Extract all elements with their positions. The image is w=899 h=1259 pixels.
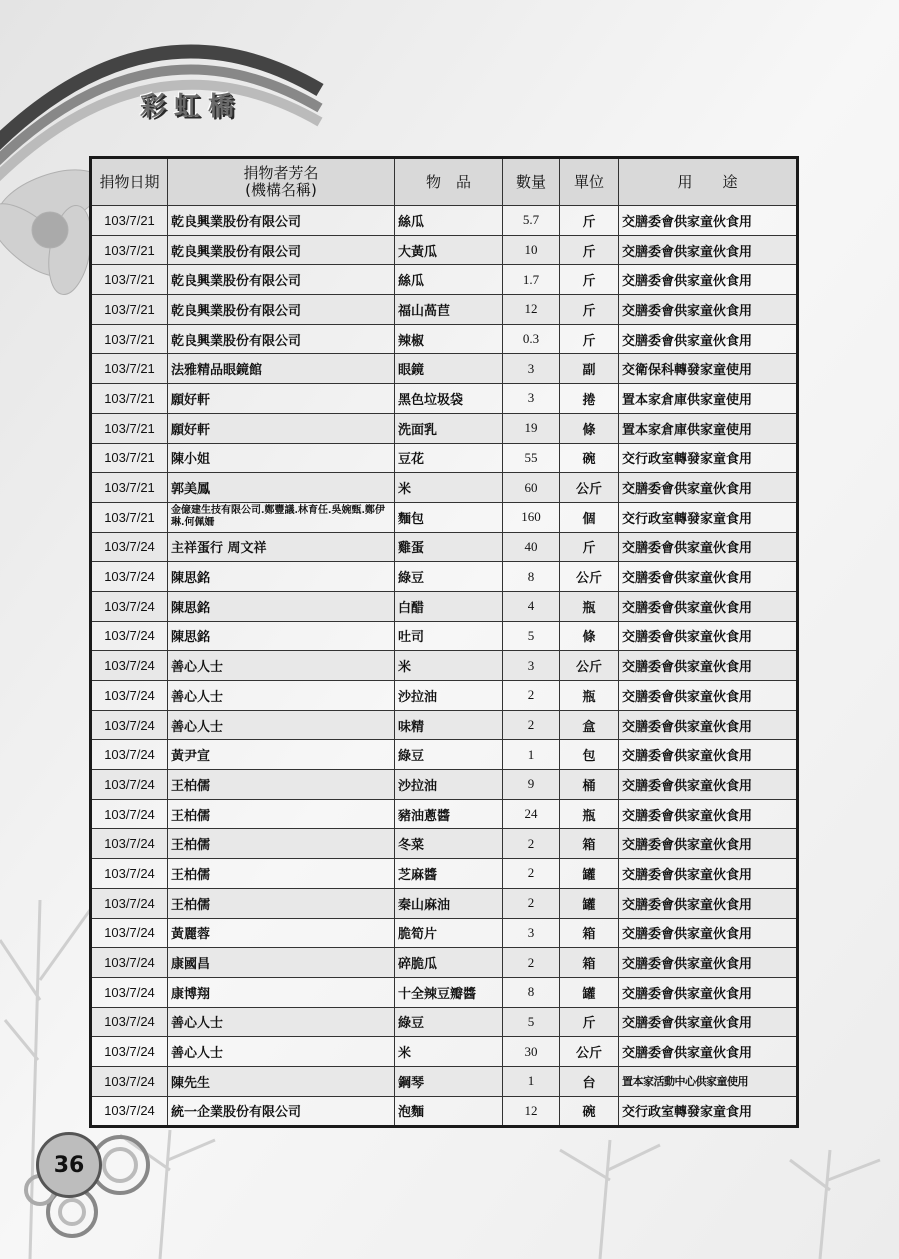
row-unit: 公斤 (560, 562, 619, 592)
row-item: 大黃瓜 (395, 235, 503, 265)
table-row (91, 829, 798, 859)
row-quantity: 3 (503, 354, 560, 384)
table-row (91, 740, 798, 770)
row-date: 103/7/24 (91, 621, 168, 651)
row-quantity: 160 (503, 502, 560, 532)
row-unit: 盒 (560, 710, 619, 740)
row-purpose: 交行政室轉發家童食用 (619, 1096, 798, 1127)
row-donor: 主祥蛋行 周文祥 (168, 532, 395, 562)
row-donor: 郭美鳳 (168, 473, 395, 503)
row-date: 103/7/24 (91, 859, 168, 889)
row-donor: 王柏儒 (168, 770, 395, 800)
row-purpose: 交膳委會供家童伙食用 (619, 1007, 798, 1037)
row-item: 泡麵 (395, 1096, 503, 1127)
header-donor: 捐物者芳名 (機構名稱) (168, 158, 395, 206)
row-donor: 乾良興業股份有限公司 (168, 295, 395, 325)
page-number: 36 (53, 1152, 85, 1178)
row-unit: 瓶 (560, 799, 619, 829)
row-unit: 公斤 (560, 1037, 619, 1067)
row-date: 103/7/21 (91, 295, 168, 325)
row-purpose: 交膳委會供家童伙食用 (619, 770, 798, 800)
row-date: 103/7/24 (91, 918, 168, 948)
row-quantity: 19 (503, 413, 560, 443)
table-row (91, 265, 798, 295)
row-donor: 陳思銘 (168, 591, 395, 621)
row-quantity: 1.7 (503, 265, 560, 295)
row-item: 冬菜 (395, 829, 503, 859)
row-unit: 斤 (560, 295, 619, 325)
row-quantity: 1 (503, 1066, 560, 1096)
row-date: 103/7/24 (91, 1096, 168, 1127)
row-date: 103/7/24 (91, 770, 168, 800)
row-donor: 王柏儒 (168, 799, 395, 829)
row-purpose: 交膳委會供家童伙食用 (619, 977, 798, 1007)
row-donor: 王柏儒 (168, 888, 395, 918)
table-row (91, 502, 798, 532)
row-purpose: 交膳委會供家童伙食用 (619, 740, 798, 770)
row-purpose: 交膳委會供家童伙食用 (619, 888, 798, 918)
row-purpose: 交膳委會供家童伙食用 (619, 265, 798, 295)
table-row (91, 206, 798, 236)
row-item: 吐司 (395, 621, 503, 651)
row-donor: 陳思銘 (168, 562, 395, 592)
row-unit: 條 (560, 621, 619, 651)
table-row (91, 651, 798, 681)
row-donor: 康博翔 (168, 977, 395, 1007)
row-unit: 副 (560, 354, 619, 384)
table-row (91, 473, 798, 503)
row-purpose: 交膳委會供家童伙食用 (619, 324, 798, 354)
row-date: 103/7/24 (91, 977, 168, 1007)
header-purpose: 用 途 (619, 158, 798, 206)
row-purpose: 交膳委會供家童伙食用 (619, 1037, 798, 1067)
row-date: 103/7/21 (91, 384, 168, 414)
table-row (91, 1037, 798, 1067)
row-item: 碎脆瓜 (395, 948, 503, 978)
header-quantity: 數量 (503, 158, 560, 206)
row-quantity: 30 (503, 1037, 560, 1067)
row-unit: 罐 (560, 888, 619, 918)
row-purpose: 交膳委會供家童伙食用 (619, 829, 798, 859)
row-unit: 斤 (560, 1007, 619, 1037)
row-item: 辣椒 (395, 324, 503, 354)
row-donor: 善心人士 (168, 1037, 395, 1067)
row-unit: 瓶 (560, 591, 619, 621)
row-purpose: 交膳委會供家童伙食用 (619, 948, 798, 978)
row-quantity: 5.7 (503, 206, 560, 236)
row-unit: 瓶 (560, 681, 619, 711)
row-quantity: 2 (503, 829, 560, 859)
row-date: 103/7/24 (91, 532, 168, 562)
table-row (91, 799, 798, 829)
row-quantity: 12 (503, 1096, 560, 1127)
row-item: 豬油蔥醬 (395, 799, 503, 829)
row-date: 103/7/24 (91, 948, 168, 978)
row-quantity: 8 (503, 562, 560, 592)
table-row (91, 710, 798, 740)
table-row (91, 977, 798, 1007)
row-date: 103/7/24 (91, 1066, 168, 1096)
row-quantity: 55 (503, 443, 560, 473)
row-date: 103/7/21 (91, 354, 168, 384)
row-unit: 斤 (560, 265, 619, 295)
row-purpose: 交衛保科轉發家童使用 (619, 354, 798, 384)
table-row (91, 859, 798, 889)
row-quantity: 5 (503, 621, 560, 651)
row-quantity: 2 (503, 859, 560, 889)
row-quantity: 9 (503, 770, 560, 800)
row-donor: 王柏儒 (168, 829, 395, 859)
row-purpose: 交膳委會供家童伙食用 (619, 206, 798, 236)
row-date: 103/7/21 (91, 413, 168, 443)
row-unit: 捲 (560, 384, 619, 414)
row-donor: 善心人士 (168, 710, 395, 740)
row-item: 沙拉油 (395, 770, 503, 800)
row-unit: 個 (560, 502, 619, 532)
row-donor: 黃尹宣 (168, 740, 395, 770)
table-row (91, 354, 798, 384)
row-date: 103/7/24 (91, 710, 168, 740)
row-unit: 公斤 (560, 473, 619, 503)
row-quantity: 2 (503, 888, 560, 918)
table-row (91, 888, 798, 918)
row-donor: 法雅精品眼鏡館 (168, 354, 395, 384)
row-unit: 碗 (560, 1096, 619, 1127)
row-purpose: 置本家倉庫供家童使用 (619, 384, 798, 414)
row-unit: 箱 (560, 829, 619, 859)
row-unit: 包 (560, 740, 619, 770)
table-row (91, 295, 798, 325)
row-item: 秦山麻油 (395, 888, 503, 918)
row-purpose: 交膳委會供家童伙食用 (619, 473, 798, 503)
row-purpose: 交膳委會供家童伙食用 (619, 799, 798, 829)
row-item: 芝麻醬 (395, 859, 503, 889)
row-donor: 願好軒 (168, 413, 395, 443)
row-item: 味精 (395, 710, 503, 740)
row-purpose: 交膳委會供家童伙食用 (619, 591, 798, 621)
row-unit: 箱 (560, 918, 619, 948)
row-quantity: 2 (503, 948, 560, 978)
table-row (91, 948, 798, 978)
row-date: 103/7/24 (91, 681, 168, 711)
row-purpose: 交膳委會供家童伙食用 (619, 710, 798, 740)
row-quantity: 0.3 (503, 324, 560, 354)
row-item: 綠豆 (395, 1007, 503, 1037)
table-row (91, 770, 798, 800)
row-donor: 陳先生 (168, 1066, 395, 1096)
row-quantity: 3 (503, 384, 560, 414)
row-purpose: 交膳委會供家童伙食用 (619, 651, 798, 681)
magazine-brand-title: 彩虹橋 (140, 92, 243, 122)
row-quantity: 40 (503, 532, 560, 562)
row-item: 脆筍片 (395, 918, 503, 948)
row-item: 白醋 (395, 591, 503, 621)
row-item: 絲瓜 (395, 265, 503, 295)
row-purpose: 交膳委會供家童伙食用 (619, 621, 798, 651)
row-donor: 金億建生技有限公司.鄭豐議.林育任.吳婉甄.鄭伊琳.何佩姍 (168, 502, 395, 532)
row-donor: 康國昌 (168, 948, 395, 978)
row-date: 103/7/21 (91, 265, 168, 295)
row-quantity: 10 (503, 235, 560, 265)
donation-table (89, 156, 799, 1128)
row-donor: 王柏儒 (168, 859, 395, 889)
table-row (91, 1066, 798, 1096)
row-donor: 乾良興業股份有限公司 (168, 235, 395, 265)
row-purpose: 交膳委會供家童伙食用 (619, 859, 798, 889)
row-date: 103/7/24 (91, 888, 168, 918)
row-unit: 箱 (560, 948, 619, 978)
header-date: 捐物日期 (91, 158, 168, 206)
row-item: 綠豆 (395, 740, 503, 770)
row-unit: 罐 (560, 977, 619, 1007)
row-purpose: 交膳委會供家童伙食用 (619, 562, 798, 592)
header-unit: 單位 (560, 158, 619, 206)
row-purpose: 交行政室轉發家童食用 (619, 443, 798, 473)
row-item: 絲瓜 (395, 206, 503, 236)
row-quantity: 12 (503, 295, 560, 325)
row-date: 103/7/21 (91, 502, 168, 532)
row-unit: 公斤 (560, 651, 619, 681)
row-item: 米 (395, 651, 503, 681)
row-purpose: 交膳委會供家童伙食用 (619, 235, 798, 265)
row-donor: 善心人士 (168, 681, 395, 711)
row-purpose: 交行政室轉發家童食用 (619, 502, 798, 532)
table-header-row (91, 158, 798, 206)
row-purpose: 交膳委會供家童伙食用 (619, 918, 798, 948)
row-unit: 斤 (560, 532, 619, 562)
header-item: 物 品 (395, 158, 503, 206)
table-row (91, 413, 798, 443)
row-date: 103/7/24 (91, 591, 168, 621)
row-quantity: 3 (503, 651, 560, 681)
row-date: 103/7/24 (91, 651, 168, 681)
row-unit: 罐 (560, 859, 619, 889)
table-row (91, 1096, 798, 1127)
row-date: 103/7/21 (91, 324, 168, 354)
row-quantity: 1 (503, 740, 560, 770)
row-donor: 願好軒 (168, 384, 395, 414)
row-date: 103/7/24 (91, 1037, 168, 1067)
table-row (91, 1007, 798, 1037)
row-unit: 斤 (560, 324, 619, 354)
row-donor: 陳小姐 (168, 443, 395, 473)
row-purpose: 置本家倉庫供家童使用 (619, 413, 798, 443)
row-donor: 統一企業股份有限公司 (168, 1096, 395, 1127)
row-quantity: 24 (503, 799, 560, 829)
row-quantity: 5 (503, 1007, 560, 1037)
table-row (91, 384, 798, 414)
row-purpose: 置本家活動中心供家童使用 (619, 1066, 798, 1096)
row-item: 鋼琴 (395, 1066, 503, 1096)
row-unit: 台 (560, 1066, 619, 1096)
row-item: 綠豆 (395, 562, 503, 592)
row-item: 米 (395, 473, 503, 503)
table-row (91, 681, 798, 711)
row-item: 洗面乳 (395, 413, 503, 443)
row-date: 103/7/24 (91, 562, 168, 592)
table-row (91, 235, 798, 265)
row-donor: 善心人士 (168, 651, 395, 681)
table-row (91, 621, 798, 651)
row-quantity: 2 (503, 681, 560, 711)
row-date: 103/7/24 (91, 829, 168, 859)
row-date: 103/7/21 (91, 443, 168, 473)
row-item: 黑色垃圾袋 (395, 384, 503, 414)
row-item: 豆花 (395, 443, 503, 473)
row-date: 103/7/24 (91, 799, 168, 829)
row-donor: 陳思銘 (168, 621, 395, 651)
row-quantity: 60 (503, 473, 560, 503)
row-item: 沙拉油 (395, 681, 503, 711)
row-item: 十全辣豆瓣醬 (395, 977, 503, 1007)
row-date: 103/7/21 (91, 206, 168, 236)
row-unit: 斤 (560, 235, 619, 265)
row-donor: 乾良興業股份有限公司 (168, 206, 395, 236)
table-row (91, 443, 798, 473)
row-unit: 斤 (560, 206, 619, 236)
row-item: 眼鏡 (395, 354, 503, 384)
row-purpose: 交膳委會供家童伙食用 (619, 681, 798, 711)
row-date: 103/7/24 (91, 1007, 168, 1037)
row-quantity: 4 (503, 591, 560, 621)
row-donor: 乾良興業股份有限公司 (168, 265, 395, 295)
row-unit: 條 (560, 413, 619, 443)
row-item: 米 (395, 1037, 503, 1067)
row-donor: 善心人士 (168, 1007, 395, 1037)
table-row (91, 532, 798, 562)
table-row (91, 918, 798, 948)
row-quantity: 3 (503, 918, 560, 948)
row-quantity: 8 (503, 977, 560, 1007)
table-body (91, 206, 798, 1127)
row-unit: 桶 (560, 770, 619, 800)
row-item: 福山萵苣 (395, 295, 503, 325)
table-row (91, 562, 798, 592)
row-quantity: 2 (503, 710, 560, 740)
row-donor: 乾良興業股份有限公司 (168, 324, 395, 354)
row-donor: 黃麗蓉 (168, 918, 395, 948)
table-row (91, 591, 798, 621)
table-row (91, 324, 798, 354)
row-date: 103/7/21 (91, 473, 168, 503)
row-date: 103/7/24 (91, 740, 168, 770)
row-unit: 碗 (560, 443, 619, 473)
row-date: 103/7/21 (91, 235, 168, 265)
row-item: 麵包 (395, 502, 503, 532)
row-item: 雞蛋 (395, 532, 503, 562)
page-number-badge (36, 1132, 102, 1198)
row-purpose: 交膳委會供家童伙食用 (619, 532, 798, 562)
row-purpose: 交膳委會供家童伙食用 (619, 295, 798, 325)
